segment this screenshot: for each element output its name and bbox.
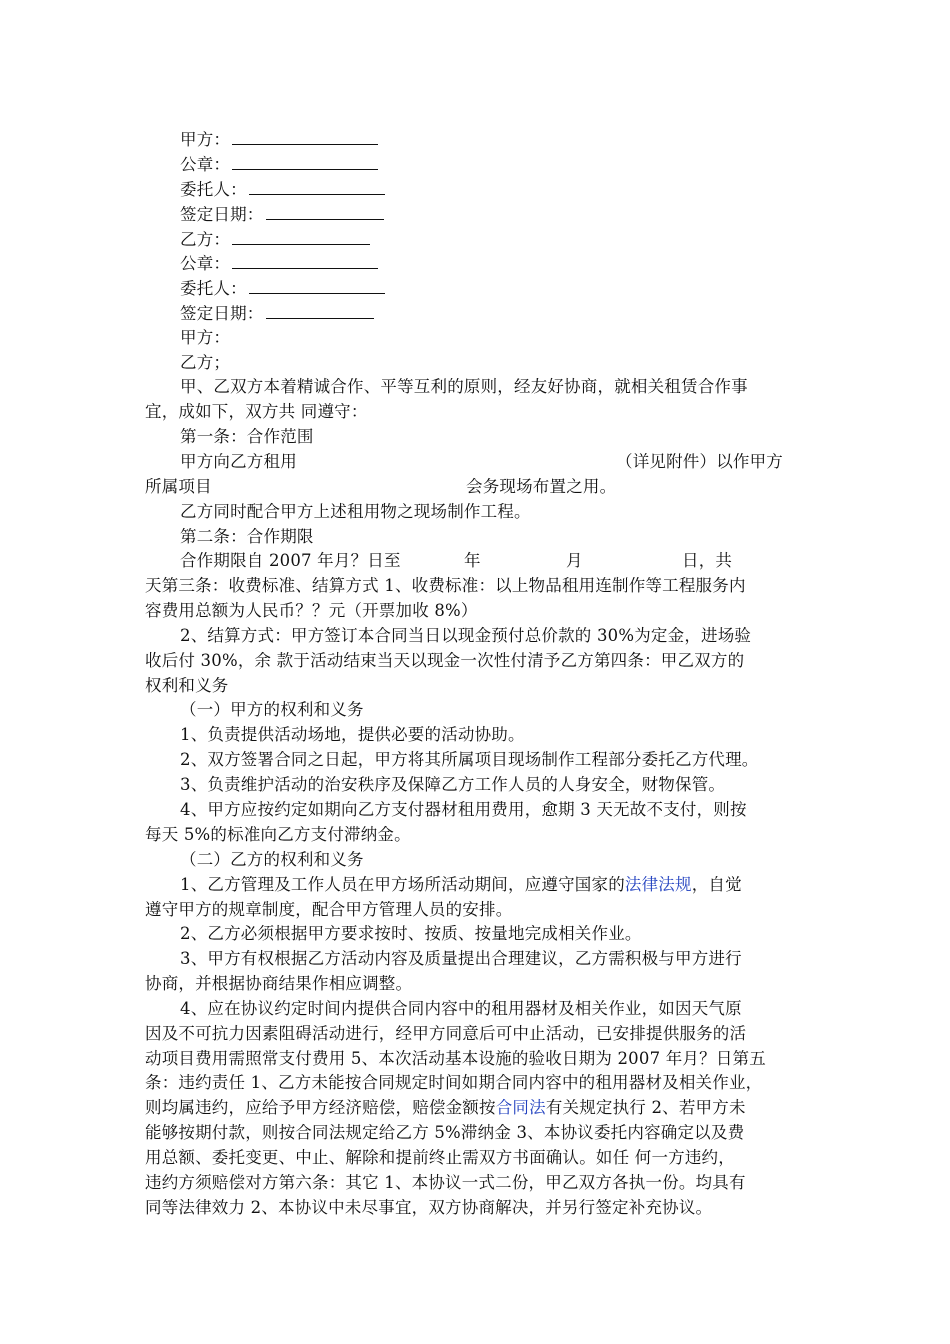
section-b-item-4-line-5-a: 则均属违约，应给予甲方经济赔偿，赔偿金额按 — [145, 1098, 496, 1117]
signature-date-a — [180, 203, 850, 227]
section-b-item-4-line-8: 违约方须赔偿对方第六条：其它 1、本协议一式二份，甲乙双方各执一份。均具有 — [145, 1173, 746, 1192]
article-2-line-1-c: 月 — [566, 551, 583, 570]
article-2-title: 第二条：合作期限 — [180, 527, 314, 546]
header-party-a: 甲方： — [180, 328, 231, 347]
section-a-item-2: 2、双方签署合同之日起，甲方将其所属项目现场制作工程部分委托乙方代理。 — [180, 750, 759, 769]
article-2-line-1-d: 日，共 — [682, 551, 733, 570]
article-2-line-1 — [180, 549, 850, 573]
header-party-b: 乙方； — [180, 353, 231, 372]
seal-b-blank — [232, 253, 378, 269]
article-1-line-2 — [145, 475, 815, 499]
section-a-title: （一）甲方的权利和义务 — [180, 700, 364, 719]
section-a-item-4-line-1: 4、甲方应按约定如期向乙方支付器材租用费用，愈期 3 天无故不支付，则按 — [180, 800, 747, 819]
article-2-line-1-b: 年 — [464, 551, 481, 570]
section-b-item-1-text-b: ，自觉 — [691, 875, 742, 894]
article-2-line-1-a: 合作期限自 2007 年月？日至 — [180, 551, 401, 570]
section-a-item-1: 1、负责提供活动场地，提供必要的活动协助。 — [180, 725, 525, 744]
signature-seal-b — [180, 252, 850, 276]
article-1-line-2-a: 所属项目 — [145, 477, 212, 496]
date-a-blank — [266, 204, 384, 220]
agent-b-blank — [249, 278, 385, 294]
signature-agent-b — [180, 277, 850, 301]
section-b-item-3-line-1: 3、甲方有权根据乙方活动内容及质量提出合理建议，乙方需积极与甲方进行 — [180, 949, 742, 968]
section-b-item-3-line-2: 协商，并根据协商结果作相应调整。 — [145, 974, 413, 993]
section-b-item-1-line-2: 遵守甲方的规章制度，配合甲方管理人员的安排。 — [145, 900, 513, 919]
section-b-item-4-line-2: 因及不可抗力因素阻碍活动进行，经甲方同意后可中止活动，已安排提供服务的活 — [145, 1024, 747, 1043]
section-a-item-4-line-2: 每天 5%的标准向乙方支付滞纳金。 — [145, 825, 411, 844]
article-3-line-2: 收后付 30%，余 款于活动结束当天以现金一次性付清予乙方第四条：甲乙双方的 — [145, 651, 745, 670]
signature-agent-a — [180, 178, 850, 202]
seal-a-blank — [232, 154, 378, 170]
party-a-blank — [232, 129, 378, 145]
section-b-item-4-line-9: 同等法律效力 2、本协议中未尽事宜，双方协商解决，并另行签定补充协议。 — [145, 1198, 713, 1217]
signature-date-b — [180, 302, 850, 326]
contract-law-link[interactable]: 合同法 — [495, 1098, 546, 1117]
section-b-item-1-text-a: 1、乙方管理及工作人员在甲方场所活动期间，应遵守国家的 — [180, 875, 625, 894]
article-3-line-3: 权利和义务 — [145, 676, 229, 695]
section-b-item-4-line-7: 用总额、委托变更、中止、解除和提前终止需双方书面确认。如任 何一方违约， — [145, 1148, 735, 1167]
article-1-line-1 — [180, 450, 850, 474]
section-b-item-4-line-4: 条：违约责任 1、乙方未能按合同规定时间如期合同内容中的租用器材及相关作业， — [145, 1073, 763, 1092]
article-1-title: 第一条：合作范围 — [180, 427, 314, 446]
article-3-line-1: 2、结算方式：甲方签订本合同当日以现金预付总价款的 30%为定金，进场验 — [180, 626, 752, 645]
date-b-label: 签定日期： — [180, 304, 264, 323]
signature-party-b — [180, 228, 850, 252]
signature-seal-a — [180, 153, 850, 177]
section-b-item-4-line-6: 能够按期付款，则按合同法规定给乙方 5%滞纳金 3、本协议委托内容确定以及费 — [145, 1123, 745, 1142]
seal-a-label: 公章： — [180, 155, 231, 174]
section-b-item-4-line-1: 4、应在协议约定时间内提供合同内容中的租用器材及相关作业，如因天气原 — [180, 999, 742, 1018]
section-b-item-1-line-1 — [180, 873, 850, 897]
article-2-line-2: 天第三条：收费标准、结算方式 1、收费标准：以上物品租用连制作等工程服务内 — [145, 576, 746, 595]
party-b-blank — [232, 229, 370, 245]
intro-line-2: 宜，成如下，双方共 同遵守： — [145, 402, 368, 421]
section-b-item-4-line-5 — [145, 1096, 815, 1120]
date-b-blank — [266, 303, 374, 319]
article-1-line-2-b: 会务现场布置之用。 — [466, 477, 617, 496]
section-b-item-2: 2、乙方必须根据甲方要求按时、按质、按量地完成相关作业。 — [180, 924, 642, 943]
party-a-label: 甲方： — [180, 130, 231, 149]
intro-line-1: 甲、乙双方本着精诚合作、平等互利的原则，经友好协商，就相关租赁合作事 — [180, 377, 748, 396]
article-1-line-3: 乙方同时配合甲方上述租用物之现场制作工程。 — [180, 502, 531, 521]
law-link[interactable]: 法律法规 — [624, 875, 692, 894]
party-b-label: 乙方： — [180, 230, 231, 249]
section-b-item-4-line-5-b: 有关规定执行 2、若甲方未 — [545, 1098, 746, 1117]
article-2-line-3: 容费用总额为人民币？？元（开票加收 8%） — [145, 601, 478, 620]
section-b-title: （二）乙方的权利和义务 — [180, 850, 364, 869]
date-a-label: 签定日期： — [180, 205, 264, 224]
agent-b-label: 委托人： — [180, 279, 247, 298]
article-1-line-1-a: 甲方向乙方租用 — [180, 452, 297, 471]
article-1-line-1-b: （详见附件）以作甲方 — [616, 452, 783, 471]
signature-party-a — [180, 128, 850, 152]
section-b-item-4-line-3: 动项目费用需照常支付费用 5、本次活动基本设施的验收日期为 2007 年月？日第五 — [145, 1049, 766, 1068]
agent-a-label: 委托人： — [180, 180, 247, 199]
seal-b-label: 公章： — [180, 254, 231, 273]
agent-a-blank — [249, 179, 385, 195]
section-a-item-3: 3、负责维护活动的治安秩序及保障乙方工作人员的人身安全，财物保管。 — [180, 775, 726, 794]
